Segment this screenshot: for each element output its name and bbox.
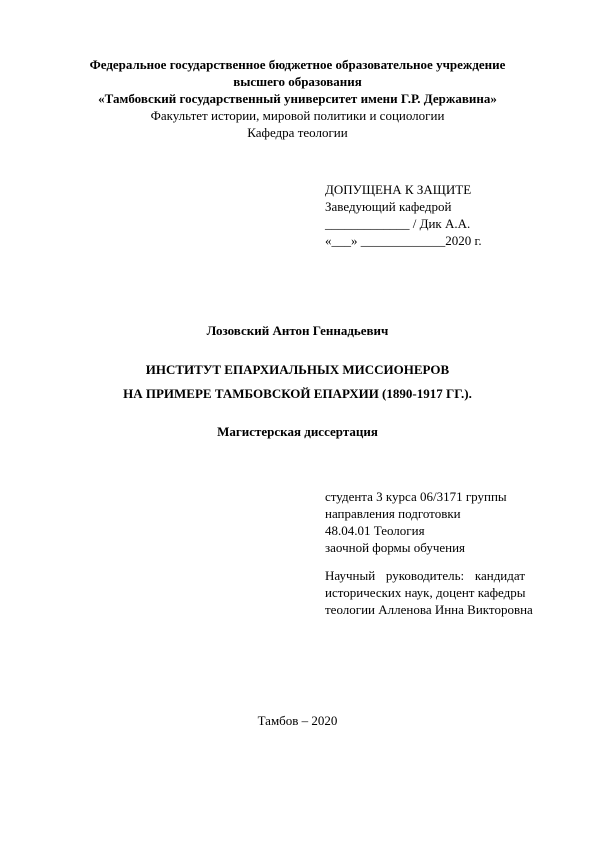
supervisor-line-1: Научный руководитель: кандидат — [325, 568, 525, 583]
student-line-4: заочной формы обучения — [325, 540, 466, 555]
header-line-2: высшего образования — [233, 74, 362, 89]
approval-line-4: «___» _____________2020 г. — [325, 233, 482, 248]
approval-line-2: Заведующий кафедрой — [325, 199, 452, 214]
header-line-1: Федеральное государственное бюджетное образовательное учреждение — [89, 57, 506, 72]
department-name: Кафедра теологии — [247, 125, 348, 140]
header-line-3: «Тамбовский государственный университет имени Г.Р. Державина» — [98, 91, 497, 106]
approval-block — [325, 181, 525, 249]
title-line-1: ИНСТИТУТ ЕПАРХИАЛЬНЫХ МИССИОНЕРОВ — [145, 362, 450, 377]
supervisor-block — [325, 567, 533, 618]
faculty-name: Факультет истории, мировой политики и социологии — [150, 108, 445, 123]
supervisor-line-3: теологии Алленова Инна Викторовна — [325, 602, 533, 617]
faculty-block — [0, 107, 595, 141]
approval-line-1: ДОПУЩЕНА К ЗАЩИТЕ — [325, 182, 472, 197]
work-type: Магистерская диссертация — [217, 424, 378, 439]
student-line-2: направления подготовки — [325, 506, 461, 521]
institution-header — [0, 56, 595, 107]
author-name: Лозовский Антон Геннадьевич — [206, 323, 389, 338]
student-block — [325, 488, 525, 556]
student-line-1: студента 3 курса 06/3171 группы — [325, 489, 507, 504]
student-line-3: 48.04.01 Теология — [325, 523, 425, 538]
approval-line-3: _____________ / Дик А.А. — [325, 216, 471, 231]
supervisor-line-2: исторических наук, доцент кафедры — [325, 585, 526, 600]
title-line-2: НА ПРИМЕРЕ ТАМБОВСКОЙ ЕПАРХИИ (1890-1917 ГГ.). — [123, 386, 472, 401]
thesis-title — [0, 358, 595, 406]
city-year: Тамбов – 2020 — [257, 713, 338, 728]
